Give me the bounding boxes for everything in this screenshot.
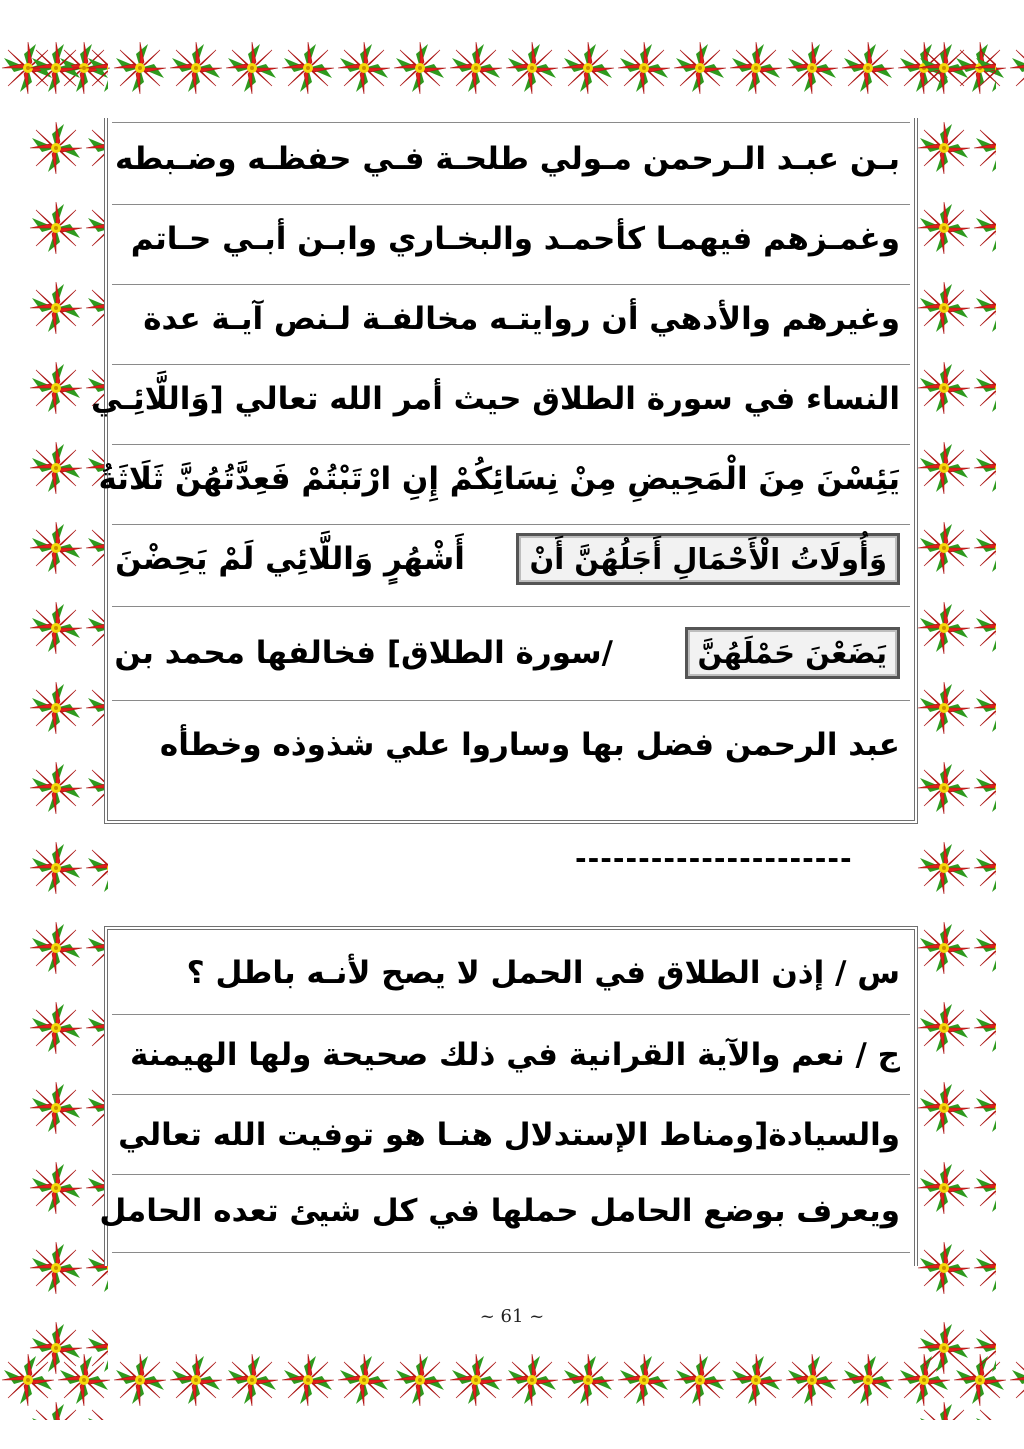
poinsettia-icon — [916, 28, 996, 1420]
text-line: عبد الرحمن فضل بها وساروا علي شذوذه وخطأه — [159, 727, 900, 763]
text-line: ويعرف بوضع الحامل حملها في كل شيئ تعده الحامل — [99, 1193, 900, 1229]
answer-line: ج / نعم والآية القرانية في ذلك صحيحة ولها الهيمنة — [129, 1037, 900, 1073]
highlighted-verse: يَضَعْنَ حَمْلَهُنَّ — [685, 627, 900, 679]
page-number: ~ 61 ~ — [479, 1306, 545, 1327]
highlighted-verse: وَأُولَاتُ الْأَحْمَالِ أَجَلُهُنَّ أَنْ — [516, 533, 900, 585]
border-right — [916, 28, 996, 1420]
text-frame-1 — [91, 118, 918, 824]
verse-reference: /سورة الطلاق] فخالفها محمد بن — [114, 635, 613, 671]
text-frame-2 — [99, 926, 918, 1266]
quran-verse-line — [115, 524, 900, 594]
quran-verse-line: يَئِسْنَ مِنَ الْمَحِيضِ مِنْ نِسَائِكُمْ إِنِ ارْتَبْتُمْ فَعِدَّتُهُنَّ ثَلَاثَةُ — [98, 461, 900, 497]
section-separator: ---------------------- — [575, 842, 853, 875]
text-line: النساء في سورة الطلاق حيث أمر الله تعالي [وَاللَّائِـي — [91, 381, 900, 417]
quran-verse-line — [114, 618, 900, 688]
text-line: بـن عبـد الـرحمن مـولي طلحـة فـي حفظـه وضـبطه — [115, 141, 900, 177]
border-bottom — [0, 1340, 1024, 1420]
verse-text: أَشْهُرٍ وَاللَّائِي لَمْ يَحِضْنَ — [115, 541, 465, 577]
border-left — [28, 28, 108, 1420]
border-top — [0, 28, 1024, 108]
poinsettia-icon — [28, 28, 108, 1420]
text-line: وغمـزهم فيهمـا كأحمـد والبخـاري وابـن أبـي حـاتم — [130, 221, 900, 257]
poinsettia-icon — [0, 28, 1024, 108]
poinsettia-icon — [0, 1340, 1024, 1420]
text-line: والسيادة[ومناط الإستدلال هنـا هو توفيت الله تعالي — [118, 1117, 900, 1153]
question-line: س / إذن الطلاق في الحمل لا يصح لأنـه باطل ؟ — [186, 955, 900, 991]
text-line: وغيرهم والأدهي أن روايتـه مخالفـة لـنص آيـة عدة — [143, 301, 900, 337]
